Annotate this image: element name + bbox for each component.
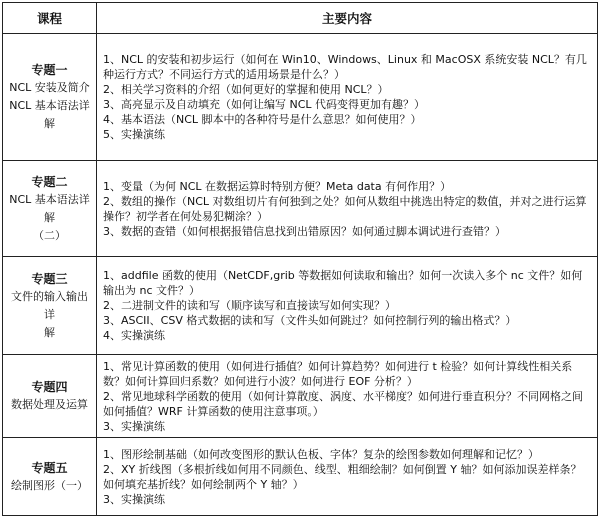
content-item: 4、基本语法（NCL 脚本中的各种符号是什么意思？如何使用？） [103, 113, 422, 126]
content-item: 3、实操演练 [103, 419, 165, 433]
topic-subtitle: 解 [44, 325, 55, 339]
topic-subtitle: （二） [33, 228, 66, 242]
table-row [3, 257, 598, 355]
topic-subtitle: NCL 基本语法详解 [9, 192, 90, 224]
topic-title: 专题四 [31, 380, 68, 394]
topic-cell [3, 355, 97, 438]
course-table [2, 2, 598, 516]
content-cell [97, 438, 598, 516]
content-item: 3、高亮显示及自动填充（如何让编写 NCL 代码变得更加有趣？） [103, 98, 426, 111]
content-item: 5、实操演练 [103, 128, 165, 141]
topic-cell [3, 257, 97, 355]
table-header-row [3, 3, 598, 34]
content-item: 4、实操演练 [103, 329, 165, 342]
content-item: 1、常见计算函数的使用（如何进行插值？如何计算趋势？如何进行 t 检验？如何计算线性相关系数？如何计算回归系数？如何进行小波？如何进行 EOF 分析？） [103, 359, 573, 388]
topic-subtitle: 绘制图形（一） [11, 478, 88, 492]
column-header-content: 主要内容 [97, 3, 598, 34]
content-item: 1、NCL 的安装和初步运行（如何在 Win10、Windows、Linux 和 MacOSX 系统安装 NCL？有几种运行方式？不同运行方式的适用场景是什么？） [103, 53, 587, 81]
table-row [3, 161, 598, 257]
topic-cell [3, 438, 97, 516]
content-item: 2、数组的操作（NCL 对数组切片有何独到之处？如何从数组中挑选出特定的数值，并对之进行运算操作？初学者在何处易犯糊涂？） [103, 194, 587, 223]
content-item: 1、图形绘制基础（如何改变图形的默认色板、字体？复杂的绘图参数如何理解和记忆？） [103, 447, 539, 461]
content-item: 3、ASCII、CSV 格式数据的读和写（文件头如何跳过？如何控制行列的输出格式？） [103, 314, 517, 327]
topic-title: 专题一 [31, 63, 68, 77]
topic-subtitle: NCL 安装及简介 [9, 81, 90, 94]
content-cell [97, 34, 598, 161]
content-cell [97, 355, 598, 438]
topic-cell [3, 161, 97, 257]
content-item: 3、数据的查错（如何根据报错信息找到出错原因？如何通过脚本调试进行查错？） [103, 224, 506, 238]
content-item: 3、实操演练 [103, 492, 165, 506]
topic-title: 专题二 [31, 174, 68, 189]
table-row [3, 355, 598, 438]
content-item: 2、XY 折线图（多根折线如何用不同颜色、线型、粗细绘制？如何倒置 Y 轴？如何添加误差样条？如何填充基折线？如何绘制两个 Y 轴？） [103, 462, 582, 491]
content-cell [97, 161, 598, 257]
table-row [3, 34, 598, 161]
topic-subtitle: NCL 基本语法详解 [9, 99, 90, 130]
topic-subtitle: 文件的输入输出详 [11, 289, 88, 321]
topic-title: 专题三 [31, 271, 68, 286]
content-item: 1、变量（为何 NCL 在数据运算时特别方便？Meta data 有何作用？） [103, 179, 452, 193]
topic-cell [3, 34, 97, 161]
content-item: 2、常见地球科学函数的使用（如何计算散度、涡度、水平梯度？如何进行垂直积分？不同网格之间如何插值？WRF 计算函数的使用注意事项。） [103, 389, 583, 418]
table-row [3, 438, 598, 516]
content-item: 2、二进制文件的读和写（顺序读写和直接读写如何实现？） [103, 299, 396, 312]
content-item: 2、相关学习资料的介绍（如何更好的掌握和使用 NCL？） [103, 83, 389, 96]
topic-title: 专题五 [31, 460, 68, 475]
column-header-course: 课程 [3, 3, 97, 34]
content-item: 1、addfile 函数的使用（NetCDF,grib 等数据如何读取和输出？如何一次读入多个 nc 文件？如何输出为 nc 文件？） [103, 269, 583, 297]
topic-subtitle: 数据处理及运算 [11, 398, 88, 411]
content-cell [97, 257, 598, 355]
